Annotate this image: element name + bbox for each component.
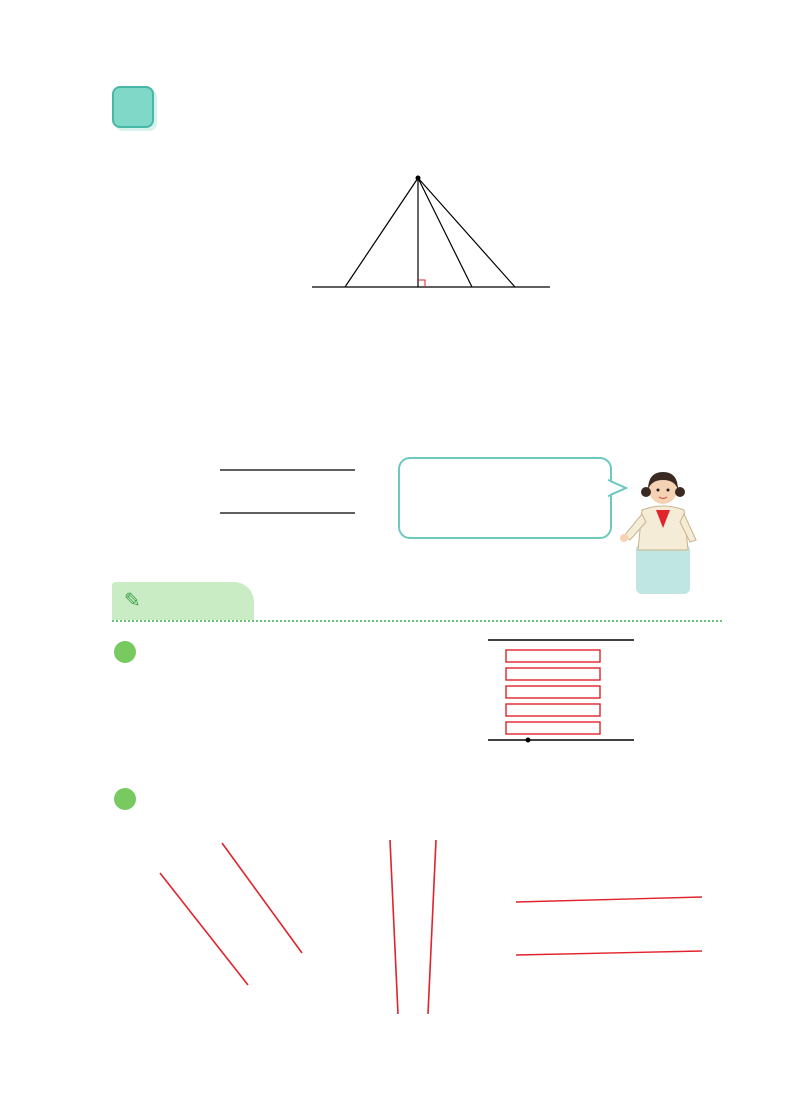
practice-divider [112, 620, 722, 622]
segment-mid [418, 178, 472, 287]
red-line-b [222, 843, 302, 953]
red-line-a [160, 873, 248, 985]
speech-bubble [398, 457, 612, 539]
red-line-a [516, 897, 702, 902]
red-line-b [516, 951, 702, 955]
red-line-b [428, 840, 436, 1014]
diamond-fan-figure [510, 855, 725, 980]
point-a-road [526, 738, 531, 743]
pencil-icon: ✎ [124, 588, 141, 612]
right-angle-mark [418, 280, 425, 287]
example-number-badge [112, 86, 154, 128]
segment-right [418, 178, 515, 287]
girl-illustration [618, 462, 708, 597]
question-1-badge [114, 641, 136, 663]
radial-lines-figure [150, 835, 330, 1005]
road-crossing-figure [480, 632, 640, 767]
crosswalk [506, 650, 600, 734]
red-line-a [390, 840, 398, 1014]
question-2-badge [114, 788, 136, 810]
girl-skirt [636, 544, 690, 594]
segment-left [345, 178, 418, 287]
hatched-lines-figure [372, 818, 452, 1018]
perpendicular-figure [300, 150, 560, 290]
parallel-lines-figure [215, 450, 365, 535]
